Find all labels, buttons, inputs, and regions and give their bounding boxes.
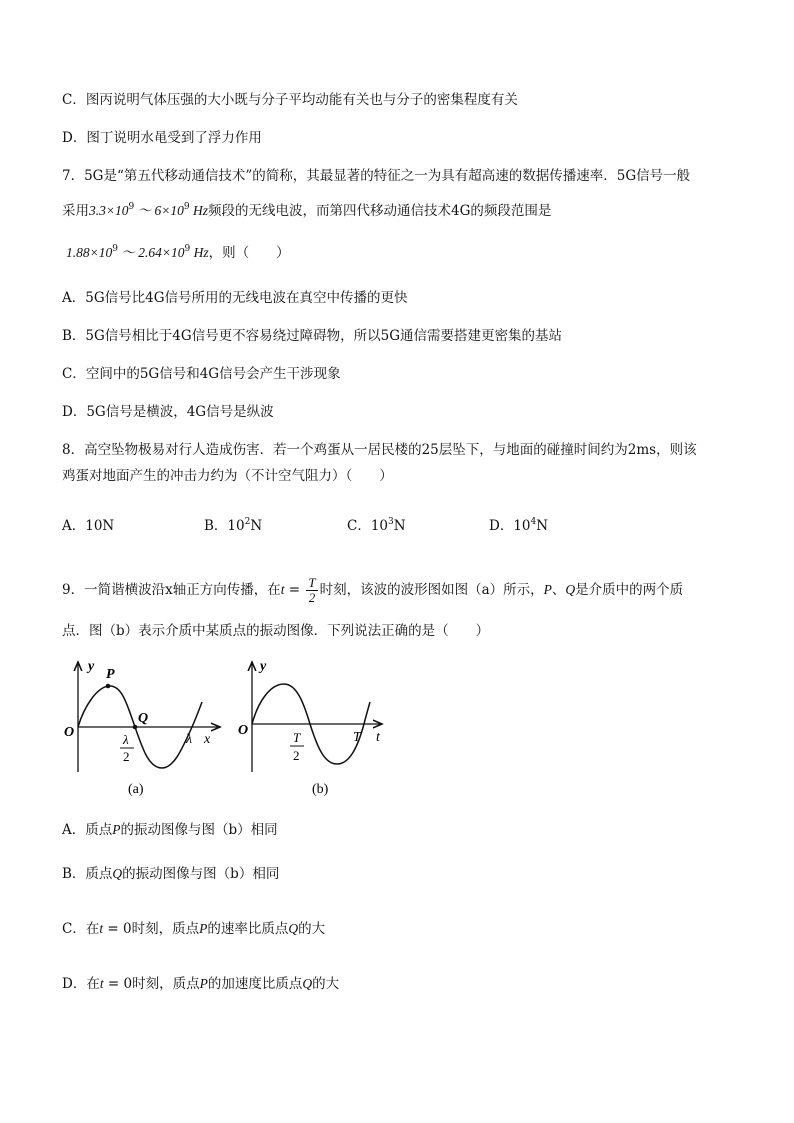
q9-option-a: A．质点P的振动图像与图（b）相同: [62, 822, 278, 838]
q-label: Q: [138, 711, 149, 726]
half-t-den: 2: [293, 748, 300, 763]
q7-option-a: A．5G信号比4G信号所用的无线电波在真空中传播的更快: [62, 290, 408, 306]
q6-option-d: D．图丁说明水黾受到了浮力作用: [62, 130, 262, 146]
q7-stem-line3: $1.88\times 10^9$ ～ $2.64\times 10^9$ Hz，则（ ）: [66, 244, 290, 261]
half-lambda-num: λ: [123, 732, 129, 747]
q7-stem-line2: 采用$3.3\times 10^9$ ～ $6\times 10^9$ Hz频段的无线电波，而第四代移动通信技术4G的频段范围是: [62, 202, 552, 219]
figure-b-vibration-graph: [232, 654, 402, 804]
point-q: [133, 725, 138, 730]
q8-option-d: D．$10^4N$: [489, 517, 549, 534]
point-p: [106, 684, 111, 689]
origin-label: O: [238, 723, 249, 738]
q9-option-d: D．在t = 0时刻，质点P的加速度比质点Q的大: [62, 976, 340, 992]
origin-label: O: [64, 725, 75, 740]
t-period-label: T: [353, 730, 361, 745]
q8-option-a: A．10N: [62, 518, 115, 534]
figure-a-wave-graph: [62, 654, 232, 804]
y-label: y: [88, 659, 95, 674]
q7-option-b: B．5G信号相比于4G信号更不容易绕过障碍物，所以5G通信需要搭建更密集的基站: [62, 328, 563, 344]
half-lambda-den: 2: [123, 749, 130, 764]
half-t-num: T: [293, 730, 301, 745]
caption-a: (a): [128, 782, 144, 797]
q9-option-c: C．在t = 0时刻，质点P的速率比质点Q的大: [62, 921, 326, 937]
t-axis-label: t: [376, 730, 380, 745]
q7-option-c: C．空间中的5G信号和4G信号会产生干涉现象: [62, 366, 341, 382]
q9-option-b: B．质点Q的振动图像与图（b）相同: [62, 866, 280, 882]
q7-option-d: D．5G信号是横波，4G信号是纵波: [62, 404, 274, 420]
t-half-fraction: $\frac{T}{2}$: [308, 575, 316, 605]
q8-stem-line1: 8．高空坠物极易对行人造成伤害．若一个鸡蛋从一居民楼的25层坠下，与地面的碰撞时间约为2ms，则该: [62, 442, 697, 458]
q8-option-c: C．$10^3N$: [347, 517, 406, 534]
p-label: P: [106, 667, 115, 682]
lambda-label: λ: [186, 732, 193, 747]
q8-option-b: B．$10^2N$: [204, 517, 263, 534]
caption-b: (b): [312, 782, 329, 797]
q9-stem-line1: 9．一简谐横波沿x轴正方向传播，在t = $\frac{T}{2}$ 时刻，该波的波形图如图（a）所示，P、Q是介质中的两个质: [62, 575, 684, 605]
y-label: y: [260, 659, 267, 674]
q8-stem-line2: 鸡蛋对地面产生的冲击力约为（不计空气阻力）（ ）: [62, 468, 393, 484]
q9-stem-line2: 点．图（b）表示介质中某质点的振动图像．下列说法正确的是（ ）: [62, 623, 490, 639]
q6-option-c: C．图丙说明气体压强的大小既与分子平均动能有关也与分子的密集程度有关: [62, 92, 518, 108]
q7-stem-line1: 7．5G是“第五代移动通信技术”的简称，其最显著的特征之一为具有超高速的数据传播速率．5G信号一般: [62, 168, 691, 184]
x-label: x: [204, 732, 211, 747]
